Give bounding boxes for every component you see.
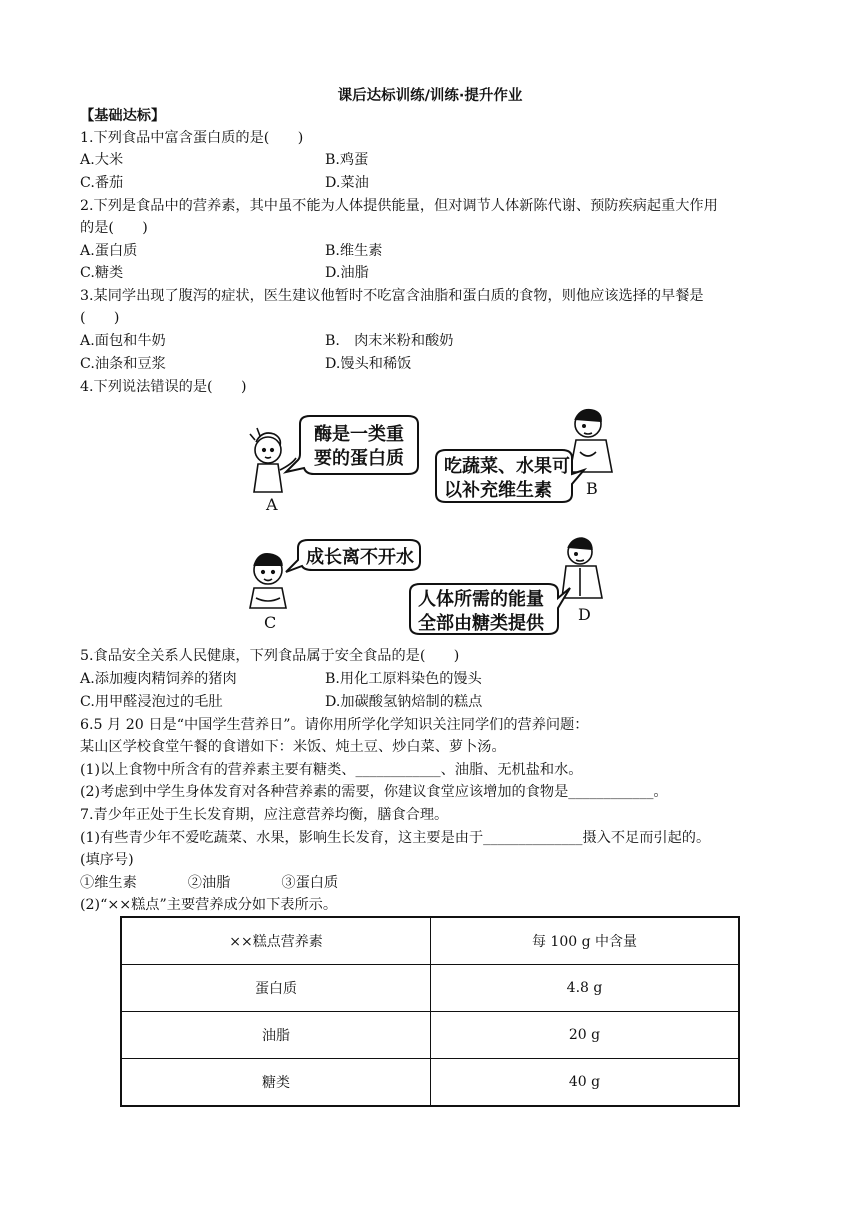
question-6-part1: (1)以上食物中所含有的营养素主要有糖类、____________、油脂、无机盐和水。 [80,762,583,778]
question-3-stem-cont: ( ) [80,310,120,326]
table-row [121,1012,739,1059]
bubble-d-line2: 全部由糖类提供 [418,613,544,634]
question-7-options [80,873,338,893]
speech-bubble-d [410,584,570,634]
question-7-line1: 7.青少年正处于生长发育期，应注意营养均衡，膳食合理。 [80,807,449,823]
table-cell: 20 g [431,1012,740,1059]
question-2-stem: 2.下列是食品中的营养素，其中虽不能为人体提供能量，但对调节人体新陈代谢、预防疾病起重大作用 [80,198,718,214]
table-cell: 蛋白质 [121,965,431,1012]
question-7-part2: (2)“××糕点”主要营养成分如下表所示。 [80,897,338,913]
table-cell: 4.8 g [431,965,740,1012]
q5-option-d: D.加碳酸氢钠焙制的糕点 [325,694,483,710]
table-cell: 40 g [431,1059,740,1107]
q5-option-c: C.用甲醛浸泡过的毛肚 [80,694,223,710]
label-b: B [586,479,598,498]
boy-figure-b [570,410,612,472]
question-4-figure [240,402,630,640]
q1-option-c: C.番茄 [80,175,124,191]
table-row [121,965,739,1012]
question-6-line2: 某山区学校食堂午餐的食谱如下：米饭、炖土豆、炒白菜、萝卜汤。 [80,739,506,755]
q5-option-a: A.添加瘦肉精饲养的猪肉 [80,671,237,687]
section-heading: 【基础达标】 [80,108,166,124]
question-4-stem: 4.下列说法错误的是( ) [80,379,247,395]
q2-option-c: C.糖类 [80,265,124,281]
q1-option-b: B.鸡蛋 [325,152,369,168]
q7-option-3: ③蛋白质 [281,875,339,891]
question-5-stem: 5.食品安全关系人民健康，下列食品属于安全食品的是( ) [80,648,460,664]
bubble-d-line1: 人体所需的能量 [418,589,544,610]
q3-option-a: A.面包和牛奶 [80,333,166,349]
question-6-line1: 6.5 月 20 日是“中国学生营养日”。请你用所学化学知识关注同学们的营养问题： [80,717,589,733]
q3-option-b: B. 肉末米粉和酸奶 [325,333,454,349]
q7-option-1: ①维生素 [80,875,137,891]
page-title: 课后达标训练/训练·提升作业 [337,88,523,104]
table-row [121,1059,739,1107]
q7-option-2: ②油脂 [187,875,231,891]
q2-option-d: D.油脂 [325,265,369,281]
label-d: D [578,605,591,624]
question-7-part1-note: (填序号) [80,852,134,868]
bubble-a-line1: 酶是一类重 [314,424,404,445]
q1-option-a: A.大米 [80,152,124,168]
question-2-stem-cont: 的是( ) [80,220,148,236]
bubble-a-line2: 要的蛋白质 [314,448,404,469]
label-c: C [264,613,277,632]
bubble-b-line1: 吃蔬菜、水果可 [444,456,570,477]
question-3-stem: 3.某同学出现了腹泻的症状，医生建议他暂时不吃富含油脂和蛋白质的食物，则他应该选择的早餐是 [80,288,704,304]
table-header-row [121,917,739,965]
speech-bubble-c [286,540,420,572]
boy-figure-c [250,554,286,608]
q2-option-b: B.维生素 [325,243,383,259]
q5-option-b: B.用化工原料染色的馒头 [325,671,482,687]
girl-figure-a [250,428,296,492]
speech-bubble-b [436,450,584,502]
nutrition-table [120,916,740,1107]
table-cell: 油脂 [121,1012,431,1059]
question-6-part2: (2)考虑到中学生身体发育对各种营养素的需要，你建议食堂应该增加的食物是____________。 [80,784,668,800]
bubble-b-line2: 以补充维生素 [444,480,552,501]
q1-option-d: D.菜油 [325,175,369,191]
speech-bubble-a [286,416,418,474]
table-header-cell: 每 100 g 中含量 [431,917,740,965]
q3-option-c: C.油条和豆浆 [80,356,166,372]
table-header-cell: ××糕点营养素 [121,917,431,965]
q3-option-d: D.馒头和稀饭 [325,356,412,372]
table-cell: 糖类 [121,1059,431,1107]
question-1-stem: 1.下列食品中富含蛋白质的是( ) [80,130,304,146]
question-7-part1: (1)有些青少年不爱吃蔬菜、水果，影响生长发育，这主要是由于______________摄入不足而引起的。 [80,830,711,846]
bubble-c-line1: 成长离不开水 [306,547,414,568]
label-a: A [266,495,278,514]
q2-option-a: A.蛋白质 [80,243,138,259]
